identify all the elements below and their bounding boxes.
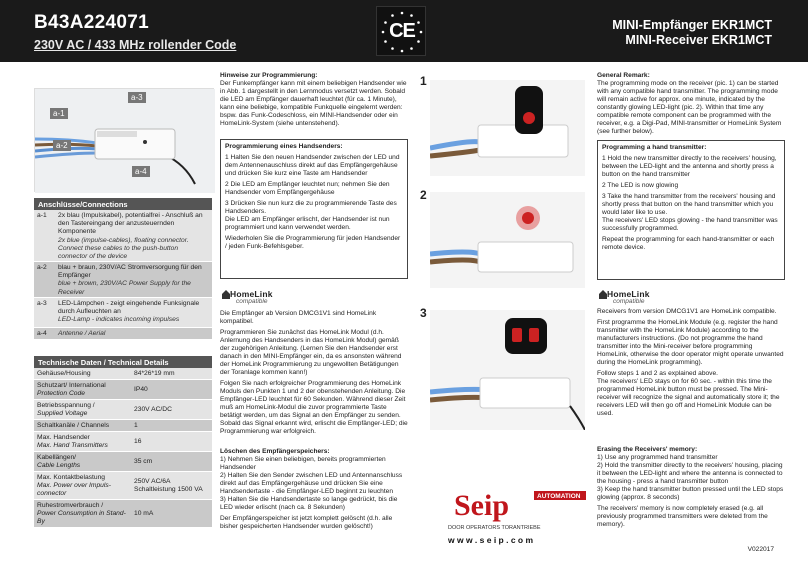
homelink-logo: HomeLink compatible <box>222 289 282 305</box>
connection-row: a-3 LED-Lämpchen - zeigt eingehende Funksignale durch Aufleuchten an LED-Lamp - indicates incoming impulses <box>34 298 212 328</box>
photo-step-2 <box>430 192 585 288</box>
callout-a1: a-1 <box>50 108 68 119</box>
photo-number-1: 1 <box>420 74 427 88</box>
tech-title: Technische Daten / Technical Details <box>34 356 212 369</box>
de-hint: Hinweise zur Programmierung: Der Funkempfänger kann mit einem beliebigen Handsender wie in Abb. 1 dargestellt in den Lernmodus versetzt werden. Sobald die LED am Empfänger dauerhaft leuchtet (für ca. 1 Minute), kann eine beliebige, kompatible Funkquelle eingelernt werden: bspw. das Funk-Codeschloss, ein MINI-Handsender oder ein HomeLink-System (siehe untenstehend). <box>220 72 407 127</box>
svg-text:w w w . s e i p . c o m: w w w . s e i p . c o m <box>448 535 534 545</box>
photo-step-1 <box>430 80 585 176</box>
tech-row: Kabellängen/ Cable Lengths 35 cm <box>34 452 212 472</box>
photo-number-3: 3 <box>420 306 427 320</box>
connection-row: a-2 blau + braun, 230V/AC Stromversorgung für den Empfänger blue + brown, 230V/AC Power Supply for the Receiver <box>34 262 212 298</box>
tech-row: Max. Kontaktbelastung Max. Power over Impuls-connector 250V AC/6A Schaltleistung 1500 VA <box>34 472 212 500</box>
title-en: MINI-Receiver EKR1MCT <box>625 33 772 47</box>
photo-2-illustration <box>430 192 585 288</box>
de-homelink-text: Die Empfänger ab Version DMCG1V1 sind HomeLink kompatibel. Programmieren Sie zunächst das HomeLink Modul (d.h. Anlernung des Handsenders in das HomeLink Modul) gemäß der zugehörigen Anleitung. (Lernen Sie den Handsender erst danach in den MINI-Empfänger ein, da es ansonsten während der HomeLink Programmierung zu ungewollten Betätigungen der Toranlage kommen kann!) Folgen Sie nach erfolgreicher Programmierung des HomeLink Moduls den Punkten 1 und 2 der obenstehenden Anleitung. Die Empfänger-LED leuchtet für 60 Sekunden. Während dieser Zeit muß am HomeLink-Modul die zuvor programmierte Taste betätigt werden, um das Signal an den Empfänger zu senden. Sobald das Signal erkannt wird, erlischt die Empfänger-LED; die Programmierung war erfolgreich. <box>220 310 408 435</box>
title-de: MINI-Empfänger EKR1MCT <box>612 18 772 32</box>
photo-number-2: 2 <box>420 188 427 202</box>
photo-step-3 <box>430 310 585 430</box>
callout-a2: a-2 <box>53 140 71 151</box>
photo-1-illustration <box>430 80 585 176</box>
version-code: V022017 <box>747 546 774 553</box>
de-erase-text: Löschen des Empfängerspeichers: 1) Nehmen Sie einen beliebigen, bereits programmierten Handsender 2) Halten Sie den Sender zwischen LED und Antennanschluss direkt auf das Empfängergehäuse und drücken Sie eine Handsendertaste - die Empfänger-LED beginnt zu leuchten 3) Halten Sie die Handsendertaste so lange gedrückt, bis die LED wieder erlischt (nach ca. 8 Sekunden) Der Empfängerspeicher ist jetzt komplett gelöscht (d.h. alle bisher gespeicherten Handsender wurden gelöscht!) <box>220 448 403 530</box>
tech-row: Ruhestromverbrauch / Power Consumption in Stand-By 10 mA <box>34 500 212 528</box>
svg-text:AUTOMATION: AUTOMATION <box>537 493 581 500</box>
de-programming-box: Programmierung eines Handsenders: 1 Halten Sie den neuen Handsender zwischen der LED und dem Antennenauschluss direkt auf das Empfängergehäuse und drücken Sie kurz eine Taste am Handsender 2 Die LED am Empfänger leuchtet nun; nehmen Sie den Handsender vom Empfängergehäuse 3 Drücken Sie nun kurz die zu programmierende Taste des Handsenders. Die LED am Empfänger erlischt, der Handsender ist nun programmiert und kann verwendet werden. Wiederholen Sie die Programmierung für jeden Handsender / jeden Funk-Befehlsgeber. <box>220 139 408 279</box>
tech-row: Gehäuse/Housing 84*26*19 mm <box>34 368 212 380</box>
ce-label: CE <box>389 20 415 42</box>
product-code: B43A224071 <box>34 12 149 33</box>
en-remark: General Remark: The programming mode on the receiver (pic. 1) can be started with any compatible hand transmitter. The programming mode will remain active for approx. one minute, indicated by the constantly glowing LED-light (pic. 2). Within that time any compatible remote component can be programmed with the receiver, e.g. a Digi-Pad, MINI-transmitter or HomeLink System (see further below). <box>597 72 782 135</box>
house-icon <box>222 289 230 299</box>
seip-logo <box>440 485 588 551</box>
header-bar <box>0 0 808 62</box>
photo-3-illustration <box>430 310 585 430</box>
product-subtitle: 230V AC / 433 MHz rollender Code <box>34 38 237 52</box>
tech-row: Max. Handsender Max. Hand Transmitters 16 <box>34 432 212 452</box>
callout-a3: a-3 <box>128 92 146 103</box>
connection-row: a-4 Antenne / Aerial <box>34 328 212 340</box>
en-erase-text: Erasing the Receivers' memory: 1) Use any programmed hand transmitter 2) Hold the transmitter directly to the receivers' housing, placing it between the LED-light and where the antenna is connected to the housing - press a hand transmitter button 3) Keep the hand transmitter button pressed until the LED stops glowing (approx. 8 seconds) The receivers' memory is now completely erased (e.g. all previously programmed transmitters were deleted from the memory). <box>597 446 784 528</box>
house-icon <box>599 289 607 299</box>
tech-row: Schutzart/ International Protection Code IP40 <box>34 380 212 400</box>
connections-title: Anschlüsse/Connections <box>34 198 212 211</box>
seip-logo-graphic <box>440 485 588 551</box>
homelink-logo: HomeLink compatible <box>599 289 659 305</box>
product-title <box>612 18 772 48</box>
tech-row: Betriebsspannung / Supplied Voltage 230V AC/DC <box>34 400 212 420</box>
en-programming-box: Programming a hand transmitter: 1 Hold the new transmitter directly to the receivers' housing, between the LED-light and the antenna and shortly press a button on the hand transmitter 2 The LED is now glowing 3 Take the hand transmitter from the receivers' housing and shortly press that button on the hand transmitter which you would later like to use. The receivers' LED stops glowing - the hand transmitter was successfully programmed. Repeat the programming for each hand-transmitter or each remote device. <box>597 140 785 280</box>
en-homelink-text: Receivers from version DMCG1V1 are HomeLink compatible. First programme the HomeLink Module (e.g. register the hand transmitter with the HomeLink Module) according to the manufacturers instructions. (Do not programme the hand transmitter into the Mini-receiver before programming HomeLink, otherwise the door operator might operate unwanted during the HomeLink programming). Follow steps 1 and 2 as explained above. The receivers' LED stays on for 60 sec. - within this time the programmed HomeLink button must be pressed. The Mini-receiver will recognize the signal and automatically store it; the receivers LED will then go off and HomeLink Module can be used. <box>597 308 784 417</box>
svg-text:Seip: Seip <box>454 489 510 522</box>
ce-mark <box>376 6 426 56</box>
connection-row: a-1 2x blau (Impulskabel), potentialfrei - Anschluß an den Tastereingang der anzusteuernden Komponente 2x blue (impulse-cables), floating connector. Connect these cables to the push-button connector of the device <box>34 210 212 262</box>
tech-row: Schaltkanäle / Channels 1 <box>34 420 212 432</box>
svg-text:DOOR OPERATORS TORANTRIEBE: DOOR OPERATORS TORANTRIEBE <box>448 525 541 531</box>
callout-a4: a-4 <box>132 166 150 177</box>
